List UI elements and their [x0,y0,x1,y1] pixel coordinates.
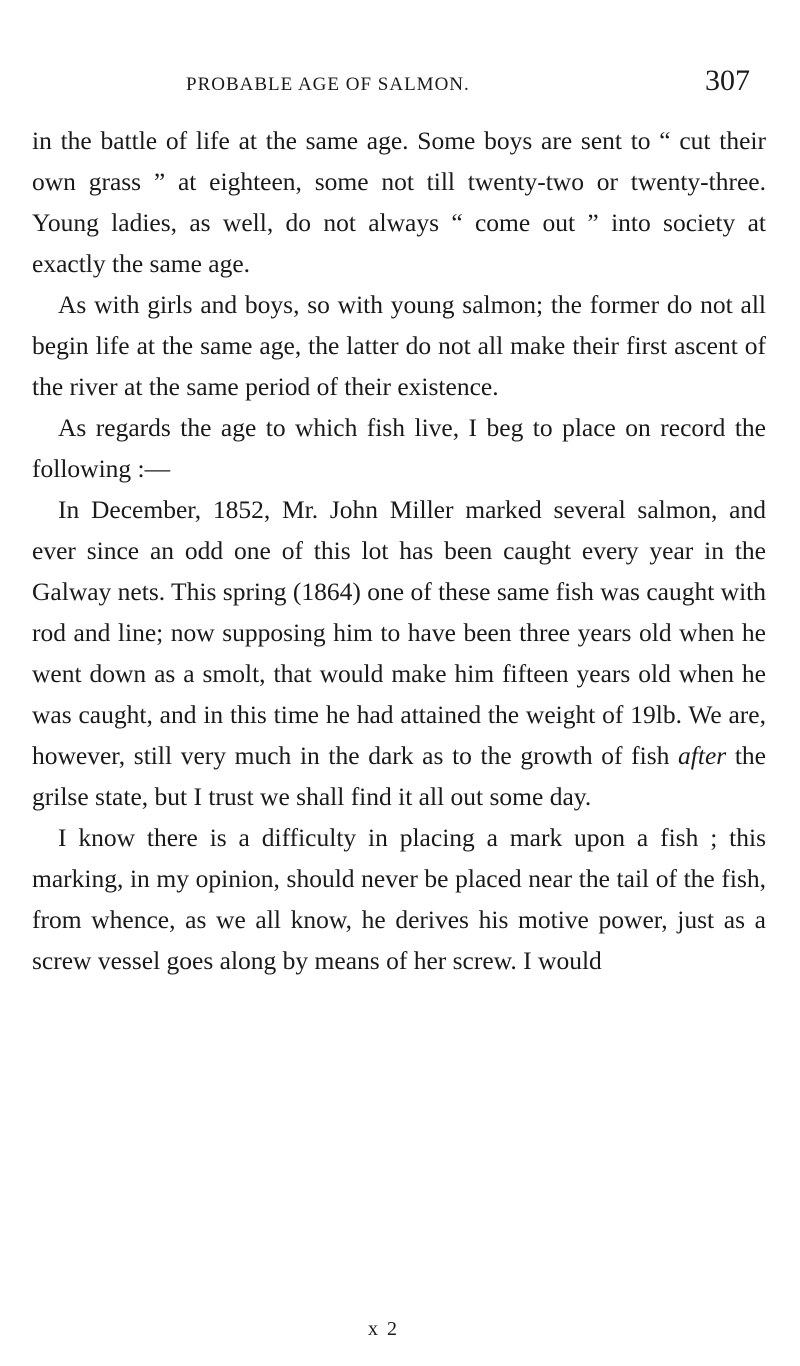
paragraph-4-text-start: In December, 1852, Mr. John Miller marked several salmon, and ever since an odd one of this lot has been caught every year in the Galway nets. This spring (1864) one of these same fish was caught with rod and line; now supposing him to have been three years old when he went down as a smolt, that would make him fifteen years old when he was caught, and in this time he had attained the weight of 19lb. We are, however, still very much in the dark as to the growth of fish [32,495,766,770]
page-number: 307 [705,64,750,97]
running-header: PROBABLE AGE OF SALMON. [186,74,470,95]
paragraph-3-text: As regards the age to which fish live, I beg to place on record the following :— [32,413,766,483]
paragraph-5 [32,817,766,981]
paragraph-5-text: I know there is a difficulty in placing a mark upon a fish ; this marking, in my opinion, should never be placed near the tail of the fish, from whence, as we all know, he derives his motive power, just as a screw vessel goes along by means of her screw. I would [32,823,766,975]
paragraph-4 [32,489,766,817]
paragraph-1 [32,120,766,284]
paragraph-2 [32,284,766,407]
paragraph-1-text: in the battle of life at the same age. Some boys are sent to “ cut their own grass ” at eighteen, some not till twenty-two or twenty-three. Young ladies, as well, do not always “ come out ” into society at exactly the same age. [32,126,766,278]
paragraph-4-italic-word: after [678,741,727,770]
paragraph-4-text-end: the grilse state, but I trust we shall find it all out some day. [32,741,767,811]
body-text [32,120,766,981]
paragraph-3 [32,407,766,489]
signature-mark: x 2 [368,1318,399,1340]
paragraph-2-text: As with girls and boys, so with young salmon; the former do not all begin life at the same age, the latter do not all make their first ascent of the river at the same period of their existence. [32,290,766,401]
